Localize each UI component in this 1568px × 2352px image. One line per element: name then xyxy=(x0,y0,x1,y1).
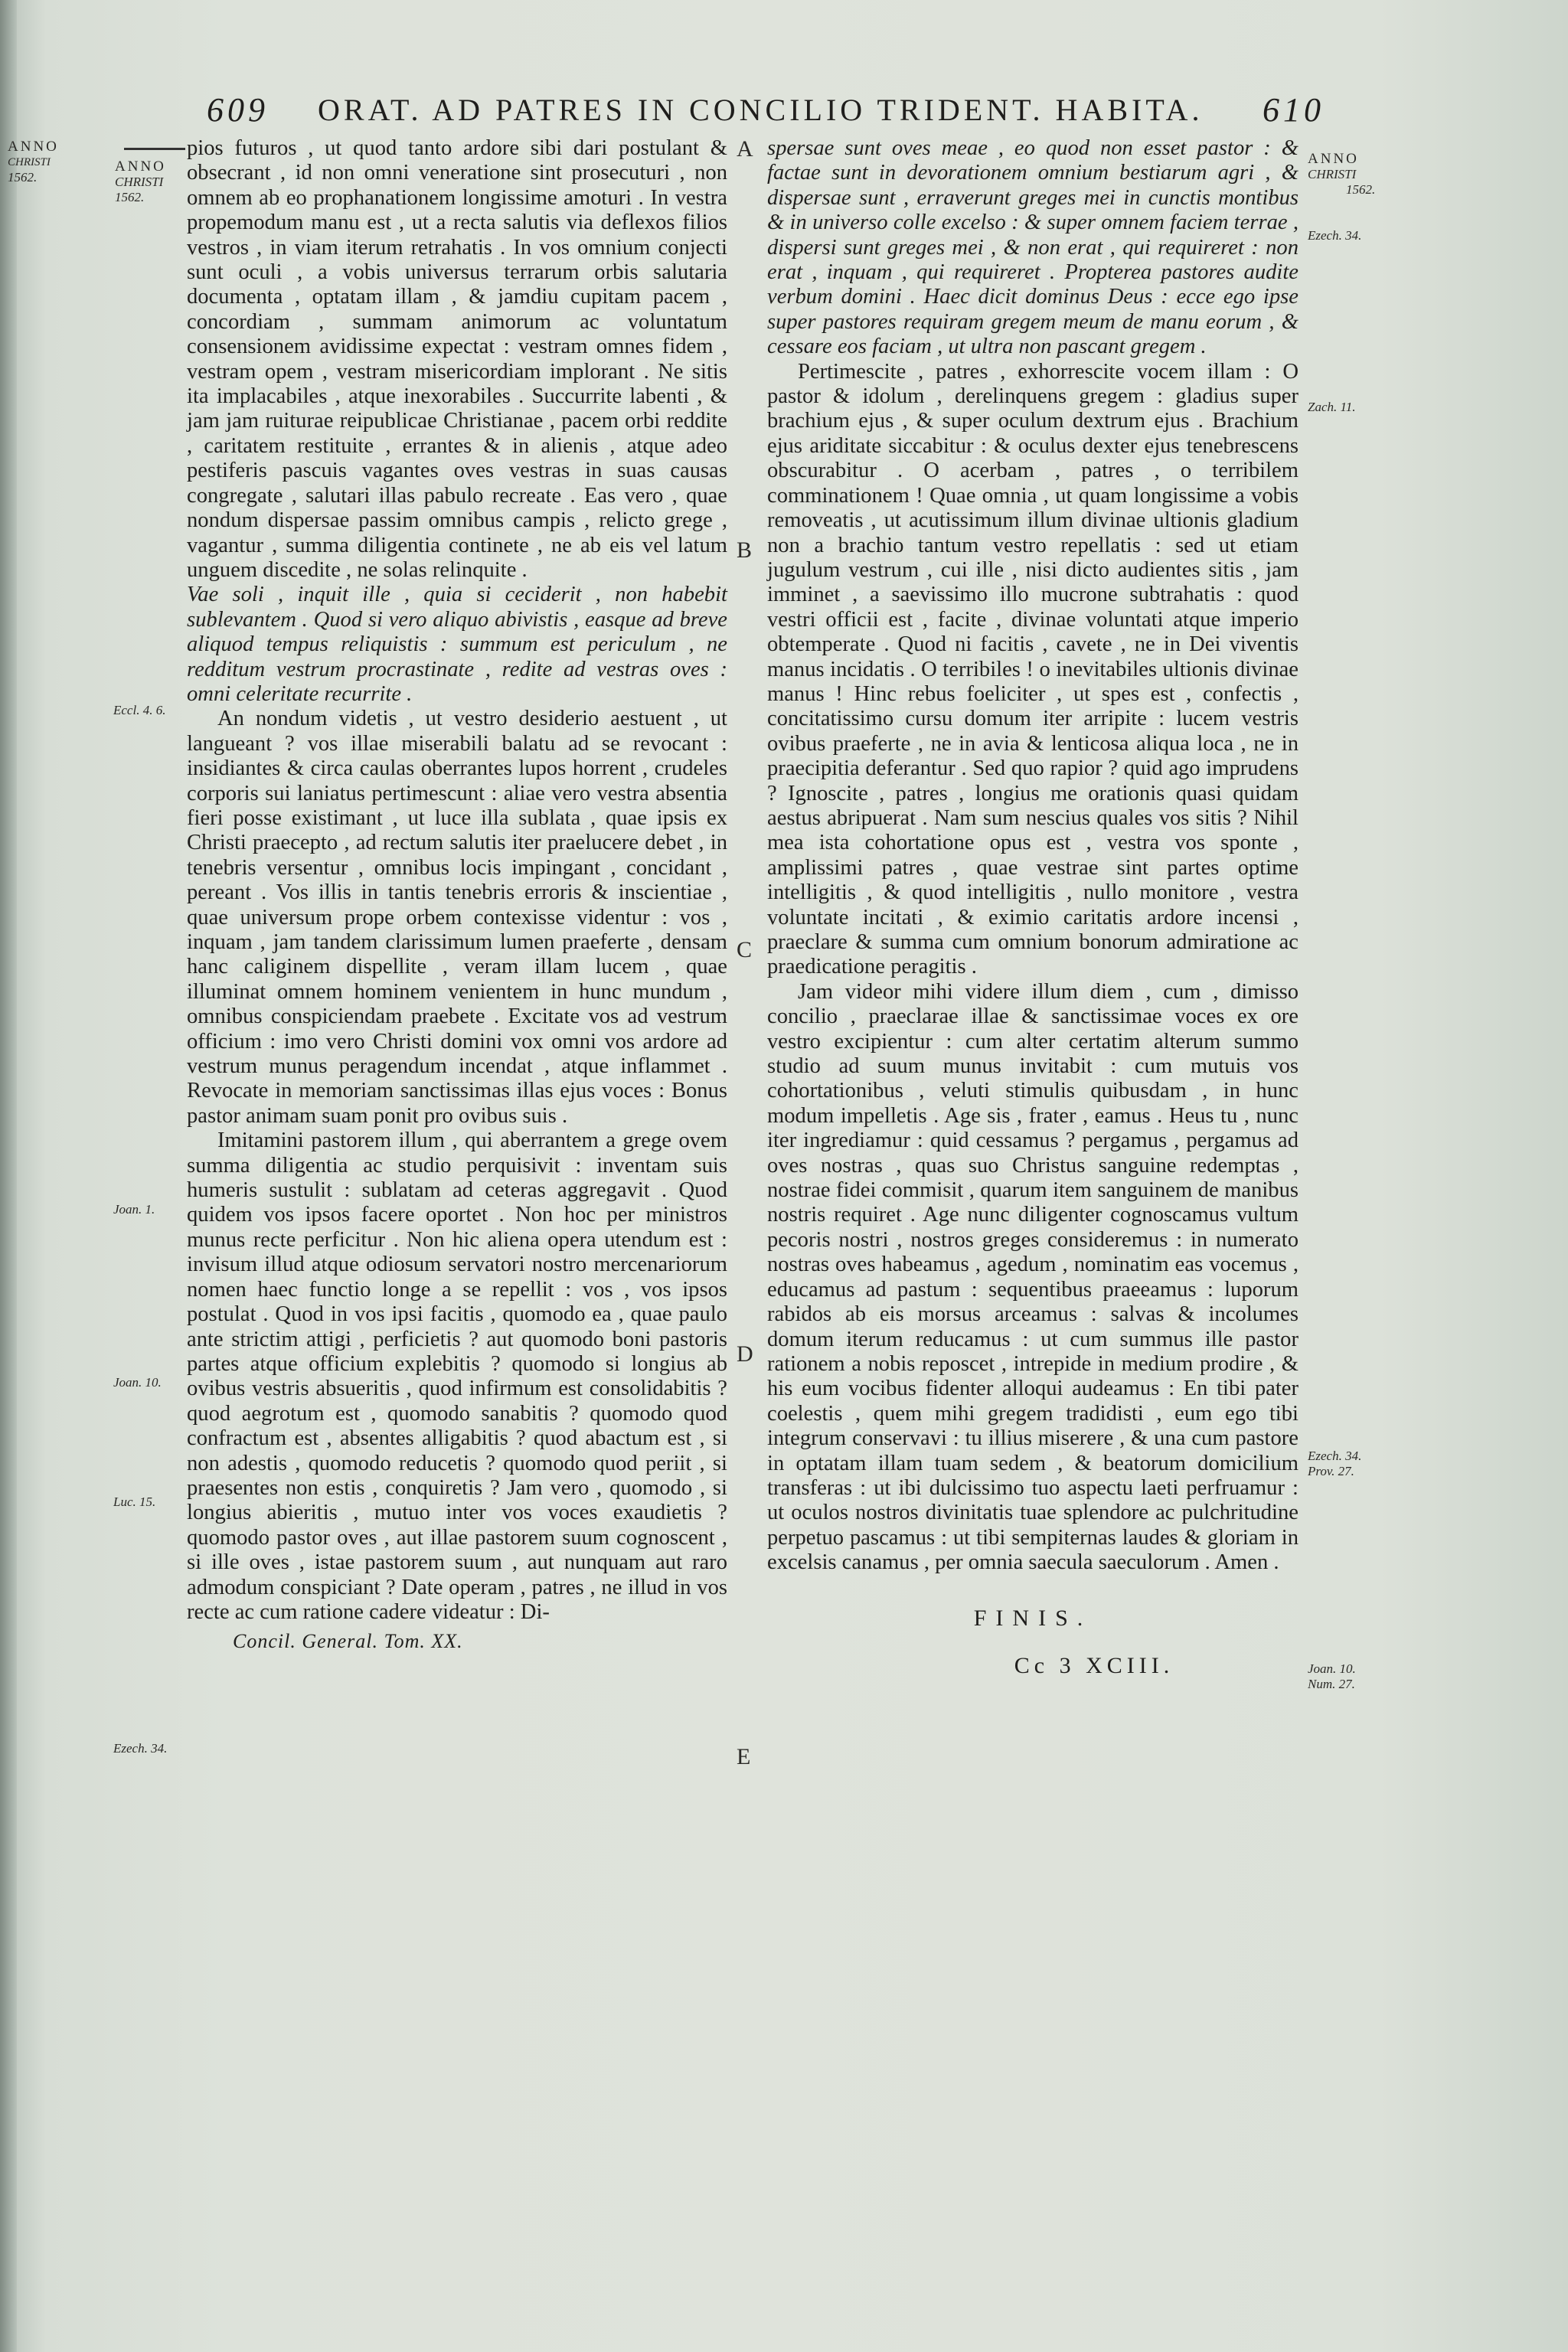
right-paragraph-1: spersae sunt oves meae , eo quod non esset pastor : & factae sunt in devorationem omnium bestiarum agri , & dispersae sunt , erraverunt greges mei in cunctis montibus & in universo colle excelso : & super omnem faciem terrae , dispersi sunt greges mei , & non erat , qui requireret : non erat , inquam , qui requireret . Propterea pastores audite verbum domini . Haec dicit dominus Deus : ecce ego ipse super pastores requiram gregem meum de manu eorum , & cessare eos faciam , ut ultra non pascant gregem . xyxy=(767,136,1298,359)
left-paragraph-1: pios futuros , ut quod tanto ardore sibi dari postulant & obsecrant , id non omni veneratione sint prosecuturi , non omnem ab eo prophanationem longissime amoturi . In vestra propemodum manu est , ut a recta salutis via deflexos filios vestros , in viam iterum retrahatis . In vos omnium conjecti sunt oculi , a vobis universus terrarum orbis salutaria documenta , optatam illam , & jamdiu cupitam pacem , concordiam , summam animorum ac voluntatum consensionem avidissime expectat : vestram omnes fidem , vestram opem , vestram misericordiam implorant . Ne sitis ita implacabiles , atque inexorabiles . Succurrite labenti , & jam jam ruiturae reipublicae Christianae , pacem orbi reddite , caritatem restituite , errantes & in alienis , atque adeo pestiferis pascuis vagantes oves vestras in suas causas congregate , salutari illas pabulo recreate . Eas vero , quae nondum dispersae passim omnibus campis , relicto grege , vagantur , summa diligentia continete , ne ab eis vel latum unguem discedite , ne solas relinquite . xyxy=(187,136,727,582)
margin-ref-joan-1: Joan. 1. xyxy=(113,1202,155,1217)
right-margin-year-note xyxy=(1308,152,1392,198)
page-number-left: 609 xyxy=(207,91,269,129)
margin-ref-luc: Luc. 15. xyxy=(113,1494,156,1509)
margin-ref-eccl: Eccl. 4. 6. xyxy=(113,703,166,717)
left-paragraph-4: Imitamini pastorem illum , qui aberrantem a grege ovem summa diligentia ac studio perquisivit : inventam suis humeris sustulit : sublatam ad ceteras aggregavit . Quod quidem vos ipsos facere oportet . Non hoc per ministros munus recte perficitur . Non hic aliena opera utendum est : invisum illud atque odiosum servatori nostro mercenariorum nomen haec functio longe a se repellit : vos , vos ipsos postulat . Quod in vos ipsi facitis , quomodo ea , quae paulo ante strictim attigi , perficietis ? aut quomodo boni pastoris partes atque officium explebitis ? quomodo si longius ab ovibus vestris absueritis , quod infirmum est consolidabitis ? quod aegrotum est , quomodo sanabitis ? quomodo quod confractum est , absentes alligabitis ? quod abactum est , si non adestis , quomodo reducetis ? quomodo quod periit , si praesentes non estis , conquiretis ? Jam vero , quomodo , si longius abieritis , mutuo inter vos voces exaudietis ? quomodo pastor oves , aut illae pastorem suum cognoscent , si ille oves , istae pastorem suum , aut nunquam aut raro admodum conspiciant ? Date operam , patres , ne illud in vos recte ac cum ratione cadere videatur : Di- xyxy=(187,1129,727,1624)
margin-anno: ANNO xyxy=(1308,151,1359,167)
margin-year: 1562. xyxy=(1346,182,1376,197)
margin-christi: CHRISTI xyxy=(8,156,51,168)
left-paragraph-3: An nondum videtis , ut vestro desiderio aestuent , ut langueant ? vos illae miserabili balatu ad se revocant : insidiantes & circa caulas oberrantes lupos horrent , crudeles corporis sui laniatus pertimescunt : aliae vero vestra absentia fieri posse existimant , ut luce illa sublata , quae ipsis ex Christi praecepto , ad rectum salutis iter praelucere debet , in tenebris versentur , omnibus locis impingant , concidant , pereant . Vos illis in tantis tenebris erroris & inscientiae , quae universum prope orbem contexisse videntur : vos , inquam , jam tandem clarissimum lumen praeferte , densam hanc caliginem dispellite , veram illam lucem , quae illuminat omnem hominem venientem in hunc mundum , omnibus conspiciendam praebete . Excitate vos ad vestrum officium : imo vero Christi domini vox omni vos ardore ad vestrum munus peragendum incendat , atque inflammet . Revocate in memoriam sanctissimas illas ejus voces : Bonus pastor animam suam ponit pro ovibus suis . xyxy=(187,707,727,1128)
page-header xyxy=(207,90,1325,133)
left-paragraph-2: Vae soli , inquit ille , quia si ceciderit , non habebit sublevantem . Quod si vero aliquo abivistis , easque ad breve aliquod tempus reliquistis : summum est periculum , ne redditum vestrum procrastinate , redite ad vestras oves : omni celeritate recurrite . xyxy=(187,583,727,706)
binding-gutter xyxy=(0,0,17,2352)
finis-label: FINIS. xyxy=(973,1605,1093,1631)
page-number-right: 610 xyxy=(1263,91,1325,129)
margin-ref-joan-10: Joan. 10. xyxy=(113,1375,162,1390)
margin-ref-zach: Zach. 11. xyxy=(1308,400,1356,414)
margin-christi: CHRISTI xyxy=(115,175,164,189)
margin-year: 1562. xyxy=(8,170,38,185)
gathering-signature: Cc 3 XCIII. xyxy=(1014,1652,1174,1678)
left-text-column xyxy=(187,136,727,1655)
section-letter-d: D xyxy=(737,1341,753,1367)
right-paragraph-3: Jam videor mihi videre illum diem , cum , dimisso concilio , praeclarae illae & sanctissimae voces ex ore vestro excipientur : cum alter certatim alterum summo studio ad suum munus invitabit : cum mutuis vos cohortationibus , veluti stimulis quibusdam , in hunc modum impelletis . Age sis , frater , eamus . Heus tu , nunc iter ingrediamur : quid cessamus ? pergamus , pergamus ad oves nostras , quas suo Christus sanguine redemptas , nostrae fidei commisit , quarum item sanguinem de manibus nostris requiret . Age nunc diligenter cognoscamus vultum pecoris nostri , nostros greges consideremus : in numerato nostras oves habeamus , agedum , nominatim eas vocemus , educamus ad pastum : sequentibus praeeamus : luporum rabidos ab eis morsus arceamus : salvas & incolumes domum iterum reducamus : ut cum summus ille pastor rationem a nobis reposcet , intrepide in medium prodire , & his eum vocibus fidenter alloqui audeamus : En tibi pater coelestis , quem mihi gregem tradidisti , eum ego tibi integrum conservavi : tu illius miserere , & una cum pastore in optatam illam tuam sedem , & beatorum domicilium transferas : ut ibi dulcissimo tuo aspectu laeti perfruamur : ut oculos nostros divinitatis tuae splendore ac pulchritudine perpetuo pascamus : ut tibi sempiternas laudes & gloriam in excelsis canamus , per omnia saecula saeculorum . Amen . xyxy=(767,979,1298,1575)
volume-signature-line: Concil. General. Tom. XX. xyxy=(233,1630,463,1653)
section-letter-a: A xyxy=(737,136,753,162)
left-margin-year-note xyxy=(115,159,184,205)
section-letter-b: B xyxy=(737,537,753,563)
margin-anno: ANNO xyxy=(115,158,166,175)
left-margin-rule xyxy=(124,148,185,150)
previous-page-margin xyxy=(8,139,61,185)
margin-ref-ezech-left: Ezech. 34. xyxy=(113,1741,168,1756)
running-title: ORAT. AD PATRES IN CONCILIO TRIDENT. HABITA. xyxy=(318,93,1204,127)
margin-year: 1562. xyxy=(115,190,145,204)
section-letter-c: C xyxy=(737,937,753,962)
margin-ref-ezech-right: Ezech. 34. xyxy=(1308,228,1362,243)
right-paragraph-2: Pertimescite , patres , exhorrescite vocem illam : O pastor & idolum , derelinquens gregem : gladius super brachium ejus , & super oculum dextrum ejus . Brachium ejus ariditate siccabitur : & oculus dexter ejus tenebrescens obscurabitur . O acerbam , patres , o terribilem comminationem ! Quae omnia , ut quam longissime a vobis removeatis , ut acutissimum illum divinae ultionis gladium non a brachio tantum vestro repellatis : sed ut etiam jugulum vestrum , cui ille , nisi dicto audientes sitis , jam imminet , a saevissimo illo mucrone subtrahatis : quod vestri officii est , facite , divinae voluntati atque imperio obtemperate . Quod ni facitis , cavete , ne in Dei viventis manus incidatis . O terribiles ! o inevitabiles ultionis divinae manus ! Hinc rebus foeliciter , ut spes est , confectis , concitatissimo cursu domum iter arripite : lucem vestris ovibus praeferte , ne in avia & lenticosa aliqua loca , ne in praecipitia deferantur . Sed quo rapior ? quid ago imprudens ? Ignoscite , patres , longius me orationis quasi quidam aestus abripuerat . Nam sum nescius quales vos sitis ? Nihil mea ista cohortatione opus est , vestra vos sponte , amplissimi patres , quae vestrae sint partes optime intelligitis , & quod intelligitis , nullo monitore , vestra voluntate incitati , & eximio caritatis ardore incensi , praeclare & summa cum omnium bonorum admiratione ac praedicatione peragitis . xyxy=(767,359,1298,979)
margin-anno: ANNO xyxy=(8,139,59,155)
right-text-column xyxy=(767,136,1298,1678)
section-letter-e: E xyxy=(737,1744,751,1769)
margin-ref-joan-num: Joan. 10. Num. 27. xyxy=(1308,1661,1356,1691)
margin-ref-ezech-prov: Ezech. 34. Prov. 27. xyxy=(1308,1449,1362,1478)
margin-christi: CHRISTI xyxy=(1308,167,1357,181)
